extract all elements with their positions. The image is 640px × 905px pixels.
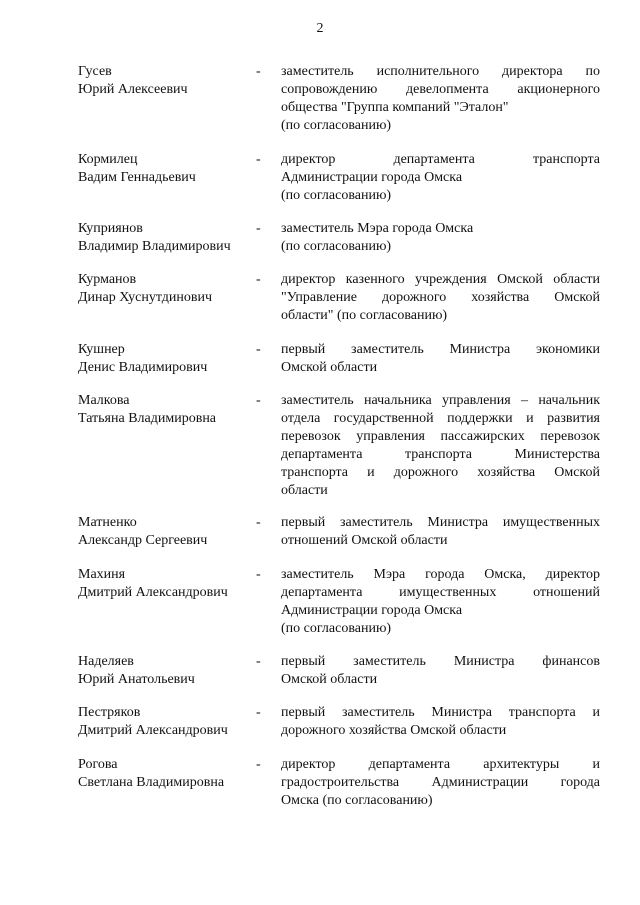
member-position xyxy=(281,756,600,810)
position-line: заместитель начальника управления – начальник xyxy=(281,393,600,408)
member-given-names: Юрий Алексеевич xyxy=(78,82,188,97)
member-surname: Матненко xyxy=(78,515,137,530)
position-line: первый заместитель Министра транспорта и xyxy=(281,705,600,720)
member-given-names: Владимир Владимирович xyxy=(78,239,231,254)
position-line: области" (по согласованию) xyxy=(281,308,448,323)
position-line: директор департамента архитектуры и xyxy=(281,757,600,772)
member-surname: Махиня xyxy=(78,567,126,582)
position-line: заместитель Мэра города Омска xyxy=(281,221,474,236)
position-line: заместитель Мэра города Омска, директор xyxy=(281,567,600,582)
member-name xyxy=(78,392,256,428)
member-given-names: Юрий Анатольевич xyxy=(78,672,195,687)
member-position xyxy=(281,653,600,689)
member-given-names: Дмитрий Александрович xyxy=(78,723,228,738)
member-name xyxy=(78,271,256,307)
member-position xyxy=(281,271,600,325)
separator-dash: - xyxy=(256,152,261,167)
member-given-names: Светлана Владимировна xyxy=(78,775,225,790)
position-line: заместитель исполнительного директора по xyxy=(281,64,600,79)
member-name xyxy=(78,220,256,256)
member-name xyxy=(78,756,256,792)
position-line: Омска (по согласованию) xyxy=(281,793,433,808)
separator-dash: - xyxy=(256,393,261,408)
member-name xyxy=(78,514,256,550)
separator-dash: - xyxy=(256,515,261,530)
position-line: транспорта и дорожного хозяйства Омской xyxy=(281,465,600,480)
separator-dash: - xyxy=(256,64,261,79)
position-line: Омской области xyxy=(281,672,378,687)
member-name xyxy=(78,704,256,740)
position-line: первый заместитель Министра экономики xyxy=(281,342,600,357)
member-given-names: Александр Сергеевич xyxy=(78,533,208,548)
position-line: директор казенного учреждения Омской области xyxy=(281,272,600,287)
member-surname: Рогова xyxy=(78,757,118,772)
member-name xyxy=(78,63,256,99)
member-surname: Малкова xyxy=(78,393,130,408)
separator-dash: - xyxy=(256,272,261,287)
position-line: департамента имущественных отношений xyxy=(281,585,600,600)
separator-dash: - xyxy=(256,342,261,357)
member-position xyxy=(281,392,600,500)
separator-dash: - xyxy=(256,705,261,720)
position-line: Администрации города Омска xyxy=(281,603,463,618)
position-line: Администрации города Омска xyxy=(281,170,463,185)
position-line: общества "Группа компаний "Эталон" xyxy=(281,100,509,115)
member-name xyxy=(78,653,256,689)
member-name xyxy=(78,341,256,377)
separator-dash: - xyxy=(256,567,261,582)
member-surname: Куприянов xyxy=(78,221,143,236)
separator-dash: - xyxy=(256,757,261,772)
position-line: дорожного хозяйства Омской области xyxy=(281,723,507,738)
member-given-names: Вадим Геннадьевич xyxy=(78,170,196,185)
separator-dash: - xyxy=(256,654,261,669)
position-line: "Управление дорожного хозяйства Омской xyxy=(281,290,600,305)
member-name xyxy=(78,151,256,187)
member-given-names: Динар Хуснутдинович xyxy=(78,290,213,305)
member-surname: Курманов xyxy=(78,272,137,287)
member-surname: Кормилец xyxy=(78,152,138,167)
position-line: сопровождению девелопмента акционерного xyxy=(281,82,600,97)
position-line: первый заместитель Министра имущественных xyxy=(281,515,600,530)
position-line: первый заместитель Министра финансов xyxy=(281,654,600,669)
member-position xyxy=(281,63,600,135)
position-line: (по согласованию) xyxy=(281,188,392,203)
member-name xyxy=(78,566,256,602)
member-position xyxy=(281,514,600,550)
position-line: (по согласованию) xyxy=(281,118,392,133)
separator-dash: - xyxy=(256,221,261,236)
position-line: директор департамента транспорта xyxy=(281,152,600,167)
member-position xyxy=(281,704,600,740)
member-surname: Кушнер xyxy=(78,342,125,357)
member-position xyxy=(281,151,600,205)
position-line: области xyxy=(281,483,328,498)
member-surname: Наделяев xyxy=(78,654,134,669)
page-number: 2 xyxy=(316,21,324,36)
member-surname: Гусев xyxy=(78,64,112,79)
position-line: отношений Омской области xyxy=(281,533,448,548)
position-line: департамента транспорта Министерства xyxy=(281,447,600,462)
member-surname: Пестряков xyxy=(78,705,141,720)
position-line: Омской области xyxy=(281,360,378,375)
member-given-names: Татьяна Владимировна xyxy=(78,411,217,426)
member-position xyxy=(281,341,600,377)
position-line: (по согласованию) xyxy=(281,239,392,254)
position-line: (по согласованию) xyxy=(281,621,392,636)
position-line: отдела государственной поддержки и развития xyxy=(281,411,600,426)
position-line: перевозок управления пассажирских перевозок xyxy=(281,429,600,444)
member-position xyxy=(281,220,600,256)
member-given-names: Денис Владимирович xyxy=(78,360,208,375)
member-position xyxy=(281,566,600,638)
member-given-names: Дмитрий Александрович xyxy=(78,585,228,600)
position-line: градостроительства Администрации города xyxy=(281,775,600,790)
